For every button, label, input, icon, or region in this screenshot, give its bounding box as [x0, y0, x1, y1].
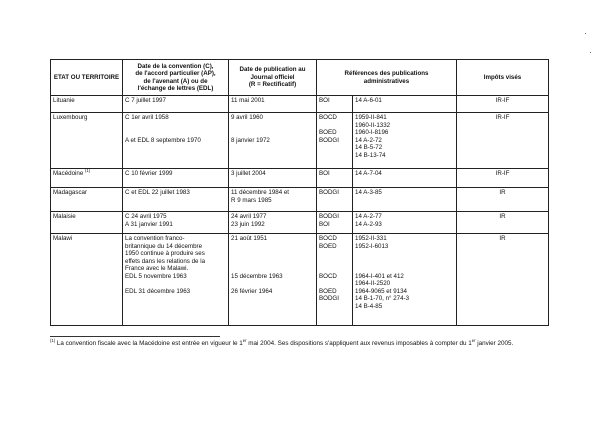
cell-publication-line	[231, 250, 314, 258]
cell-convention-line: effets dans les relations de la	[125, 257, 206, 265]
cell-publication-line	[231, 258, 314, 266]
cell-publication	[229, 234, 317, 326]
cell-impots: IR-IF	[457, 96, 549, 113]
cell-publication	[229, 188, 317, 212]
cell-refs	[353, 212, 457, 234]
cell-convention-line	[125, 122, 226, 130]
cell-convention	[123, 113, 229, 169]
cell-codes	[317, 234, 353, 326]
cell-codes	[317, 96, 353, 113]
cell-codes-line	[319, 258, 350, 266]
cell-refs-line: 1964-9065 et 9134	[355, 287, 407, 295]
cell-impots: IR-IF	[457, 169, 549, 188]
cell-convention-line: C 7 juillet 1997	[125, 97, 166, 104]
cell-refs-line: 14 B-13-74	[355, 151, 386, 159]
cell-publication	[229, 96, 317, 113]
cell-state: Lituanie	[51, 96, 123, 113]
cell-convention	[123, 96, 229, 113]
cell-codes-line: BOED	[319, 242, 337, 250]
cell-codes-line: BOED	[319, 129, 337, 137]
cell-convention-line: La convention franco-	[125, 235, 185, 242]
cell-refs-line: 14 A-2-93	[355, 220, 382, 228]
cell-publication-line: 23 juin 1992	[231, 220, 265, 228]
cell-publication-line: 15 décembre 1963	[231, 272, 283, 280]
cell-convention-line: 1950 continue à produire ses	[125, 250, 205, 258]
table-row	[51, 96, 549, 113]
cell-refs-line: 1952-I-6013	[355, 242, 389, 250]
cell-codes-line: BODGI	[319, 295, 339, 303]
cell-publication-line	[231, 280, 314, 288]
cell-refs-line: 14 B-5-72	[355, 144, 383, 152]
cell-state: Malaisie	[51, 212, 123, 234]
cell-state: Luxembourg	[51, 113, 123, 169]
cell-convention	[123, 169, 229, 188]
table-row	[51, 212, 549, 234]
cell-refs-line: 14 A-6-01	[355, 97, 382, 104]
cell-refs-line: 14 B-4-85	[355, 302, 383, 310]
table-body	[51, 96, 549, 326]
cell-convention-line: EDL 31 décembre 1963	[125, 287, 191, 295]
cell-publication-line: 9 avril 1960	[231, 114, 263, 121]
cell-publication-line: R 9 mars 1985	[231, 196, 272, 204]
header-impots: Impôts visés	[457, 60, 549, 96]
footnote-ref: (1)	[85, 167, 91, 173]
cell-impots: IR-IF	[457, 113, 549, 169]
cell-refs	[353, 169, 457, 188]
cell-refs-line: 14 A-2-77	[355, 213, 382, 220]
cell-convention-line: C 1er avril 1958	[125, 114, 169, 121]
cell-codes-line: BOCD	[319, 114, 337, 121]
cell-publication-line: 11 décembre 1984 et	[231, 189, 290, 196]
cell-codes	[317, 169, 353, 188]
cell-refs-line: 1964-II-2520	[355, 280, 391, 288]
cell-convention-line: France avec le Malawi.	[125, 265, 189, 273]
cell-impots: IR	[457, 212, 549, 234]
table-row	[51, 188, 549, 212]
header-row	[51, 60, 549, 96]
header-references: Références des publications administratives	[317, 60, 457, 96]
cell-convention-line: A 31 janvier 1991	[125, 220, 173, 228]
cell-codes	[317, 212, 353, 234]
cell-codes-line: BOCD	[319, 235, 337, 242]
cell-impots: IR	[457, 234, 549, 326]
cell-refs	[353, 234, 457, 326]
cell-convention	[123, 212, 229, 234]
footnote: $^{(1)}$ La convention fiscale avec la Macédoine est entrée en vigueur le 1er mai 2004. Ses dispositions s'appliquent aux revenus imposables à compter du 1er janvier 2005.	[50, 337, 514, 347]
cell-refs-line: 1960-II-1332	[355, 121, 391, 129]
cell-convention-line	[125, 280, 226, 288]
cell-state: Madagascar	[51, 188, 123, 212]
cell-codes	[317, 188, 353, 212]
cell-codes-line: BOI	[319, 170, 330, 177]
cell-publication-line: 11 mai 2001	[231, 97, 265, 104]
footnote-rule	[50, 336, 220, 337]
scan-speck	[585, 33, 586, 34]
cell-convention-line: C 10 février 1999	[125, 170, 173, 177]
scan-speck	[590, 52, 591, 53]
cell-codes-line: BODGI	[319, 136, 339, 144]
table-row	[51, 113, 549, 169]
cell-convention-line: britannique du 14 décembre	[125, 242, 203, 250]
table-row	[51, 169, 549, 188]
cell-refs-line	[355, 258, 454, 266]
cell-codes-line: BODGI	[319, 213, 339, 220]
cell-codes	[317, 113, 353, 169]
conventions-table	[50, 59, 549, 326]
cell-refs-line: 1952-II-331	[355, 235, 387, 242]
cell-convention-line: C et EDL 22 juillet 1983	[125, 189, 190, 196]
cell-refs-line: 1964-I-401 et 412	[355, 272, 404, 280]
cell-codes-line: BOED	[319, 287, 337, 295]
cell-publication-line: 26 février 1964	[231, 287, 273, 295]
cell-publication-line: 21 août 1951	[231, 235, 268, 242]
cell-refs	[353, 113, 457, 169]
cell-publication-line	[231, 265, 314, 273]
cell-publication-line: 3 juillet 2004	[231, 170, 266, 177]
header-convention: Date de la convention (C), de l'accord particulier (AP), de l'avenant (A) ou de l'échange de lettres (EDL)	[123, 60, 229, 96]
table-row	[51, 234, 549, 326]
cell-publication	[229, 113, 317, 169]
header-publication: Date de publication au Journal officiel (R = Rectificatif)	[229, 60, 317, 96]
cell-publication	[229, 169, 317, 188]
cell-convention-line	[125, 129, 226, 137]
cell-state: Malawi	[51, 234, 123, 326]
cell-refs-line: 14 B-1-70, n° 274-3	[355, 295, 410, 303]
cell-publication	[229, 212, 317, 234]
header-state: ETAT OU TERRITOIRE	[51, 60, 123, 96]
cell-convention	[123, 234, 229, 326]
cell-codes-line	[319, 265, 350, 273]
cell-refs	[353, 96, 457, 113]
cell-codes-line	[319, 280, 350, 288]
cell-codes-line: BOI	[319, 220, 330, 228]
cell-refs-line: 1960-I-8196	[355, 129, 389, 137]
cell-publication-line: 8 janvier 1972	[231, 136, 270, 144]
cell-convention-line: EDL 5 novembre 1963	[125, 272, 187, 280]
cell-publication-line	[231, 129, 314, 137]
cell-refs-line	[355, 250, 454, 258]
cell-codes-line	[319, 122, 350, 130]
cell-codes-line: BODGI	[319, 189, 339, 196]
cell-codes-line: BOI	[319, 97, 330, 104]
cell-convention-line: C 24 avril 1975	[125, 213, 167, 220]
cell-refs	[353, 188, 457, 212]
cell-refs-line: 14 A-7-04	[355, 170, 382, 177]
cell-refs-line	[355, 265, 454, 273]
cell-state: Macédoine $^{(1)}$	[51, 169, 123, 188]
cell-impots: IR	[457, 188, 549, 212]
cell-refs-line: 14 A-2-72	[355, 136, 382, 144]
footnote-mark: (1)	[50, 337, 56, 343]
cell-codes-line	[319, 250, 350, 258]
cell-codes-line: BOCD	[319, 272, 337, 280]
cell-publication-line	[231, 122, 314, 130]
cell-refs-line: 14 A-3-85	[355, 189, 382, 196]
cell-publication-line: 24 avril 1977	[231, 213, 267, 220]
cell-convention	[123, 188, 229, 212]
cell-convention-line: A et EDL 8 septembre 1970	[125, 136, 201, 144]
cell-refs-line: 1959-II-841	[355, 114, 387, 121]
cell-publication-line	[231, 243, 314, 251]
